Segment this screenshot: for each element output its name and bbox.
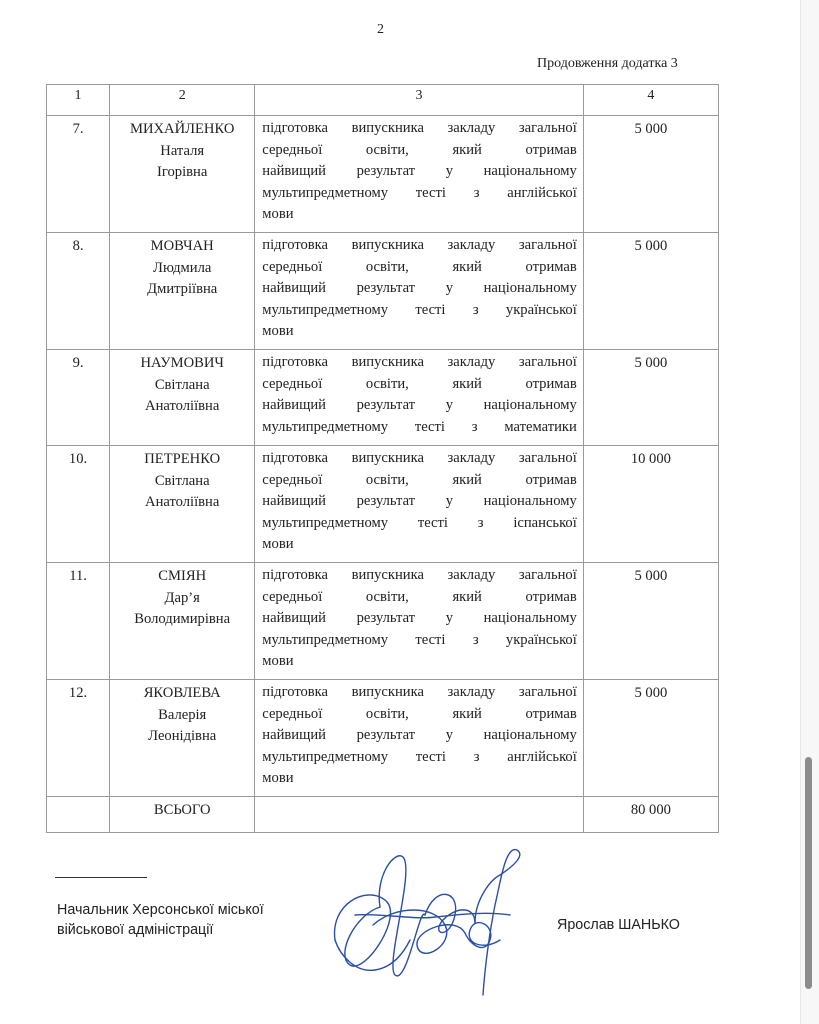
grant-description <box>255 116 583 233</box>
grant-description <box>255 563 583 680</box>
description-line: підготовка випускника закладу загальної <box>262 567 577 583</box>
description-line: середньої освіти, який отримав <box>262 705 577 722</box>
row-index: 8. <box>47 233 110 350</box>
description-line: середньої освіти, який отримав <box>262 588 577 605</box>
row-index: 7. <box>47 116 110 233</box>
description-line: мультипредметному тесті з іспанської <box>262 514 577 531</box>
description-line: мови <box>262 536 294 552</box>
description-line: середньої освіти, який отримав <box>262 258 577 275</box>
recipient-surname: МИХАЙЛЕНКО <box>129 121 235 137</box>
description-line: найвищий результат у національному <box>262 727 577 743</box>
scrollbar-thumb[interactable] <box>805 757 812 989</box>
position-line: Начальник Херсонської міської <box>57 902 264 918</box>
description-line: підготовка випускника закладу загальної <box>262 120 577 136</box>
description-line: середньої освіти, який отримав <box>262 471 577 488</box>
description-line: середньої освіти, який отримав <box>262 141 577 158</box>
grant-amount: 5 000 <box>583 563 718 680</box>
recipient-surname: НАУМОВИЧ <box>140 355 224 371</box>
grant-amount: 5 000 <box>583 116 718 233</box>
grant-description <box>255 350 583 446</box>
recipient-name <box>110 116 255 233</box>
position-line: військової адміністрації <box>57 922 214 938</box>
total-amount: 80 000 <box>583 797 718 833</box>
column-number-3: 3 <box>255 85 583 116</box>
description-line: підготовка випускника закладу загальної <box>262 354 577 370</box>
recipient-name <box>110 350 255 446</box>
recipient-name <box>110 233 255 350</box>
description-line: мови <box>262 653 294 669</box>
grant-amount: 10 000 <box>583 446 718 563</box>
recipient-surname: ПЕТРЕНКО <box>144 451 221 467</box>
recipient-patronymic: Володимирівна <box>134 611 231 627</box>
recipient-name <box>110 680 255 797</box>
recipient-surname: ЯКОВЛЕВА <box>143 685 221 701</box>
recipient-name <box>110 563 255 680</box>
official-position <box>57 900 317 940</box>
row-index: 9. <box>47 350 110 446</box>
column-number-4: 4 <box>583 85 718 116</box>
recipient-patronymic: Ігорівна <box>157 164 208 180</box>
description-line: мови <box>262 206 294 222</box>
row-index: 12. <box>47 680 110 797</box>
description-line: найвищий результат у національному <box>262 163 577 179</box>
description-line: найвищий результат у національному <box>262 610 577 626</box>
footnote-dash <box>55 877 147 878</box>
description-line: мови <box>262 323 294 339</box>
recipient-given-name: Світлана <box>154 472 210 489</box>
total-row <box>47 797 719 833</box>
recipient-given-name: Наталя <box>160 142 205 159</box>
description-line: підготовка випускника закладу загальної <box>262 684 577 700</box>
recipient-surname: СМІЯН <box>158 568 207 584</box>
table-row <box>47 446 719 563</box>
page-number: 2 <box>377 22 384 37</box>
description-line: найвищий результат у національному <box>262 397 577 413</box>
description-line: мультипредметному тесті з української <box>262 631 577 648</box>
recipient-name <box>110 446 255 563</box>
column-number-row <box>47 85 719 116</box>
total-empty-cell <box>255 797 583 833</box>
description-line: найвищий результат у національному <box>262 280 577 296</box>
grant-description <box>255 446 583 563</box>
grant-amount: 5 000 <box>583 680 718 797</box>
description-line: мови <box>262 770 294 786</box>
description-line: підготовка випускника закладу загальної <box>262 237 577 253</box>
recipient-patronymic: Анатоліївна <box>145 398 220 414</box>
appendix-title: Продовження додатка 3 <box>537 56 678 71</box>
grant-description <box>255 680 583 797</box>
recipient-given-name: Людмила <box>153 259 212 276</box>
grant-amount: 5 000 <box>583 350 718 446</box>
description-line: мультипредметному тесті з української <box>262 301 577 318</box>
recipient-given-name: Світлана <box>154 376 210 393</box>
table-row <box>47 233 719 350</box>
table-row <box>47 350 719 446</box>
description-line: мультипредметному тесті з математики <box>262 418 577 435</box>
recipient-surname: МОВЧАН <box>150 238 214 254</box>
grant-description <box>255 233 583 350</box>
description-line: мультипредметному тесті з англійської <box>262 184 577 201</box>
total-empty-cell <box>47 797 110 833</box>
signatory-name: Ярослав ШАНЬКО <box>557 917 680 933</box>
recipient-given-name: Валерія <box>158 706 207 723</box>
recipient-patronymic: Анатоліївна <box>145 494 220 510</box>
row-index: 10. <box>47 446 110 563</box>
description-line: найвищий результат у національному <box>262 493 577 509</box>
recipient-given-name: Дар’я <box>164 589 200 606</box>
row-index: 11. <box>47 563 110 680</box>
grants-table <box>46 84 719 833</box>
column-number-1: 1 <box>47 85 110 116</box>
grant-amount: 5 000 <box>583 233 718 350</box>
table-row <box>47 563 719 680</box>
table-row <box>47 116 719 233</box>
handwritten-signature <box>325 845 530 1010</box>
column-number-2: 2 <box>110 85 255 116</box>
description-line: середньої освіти, який отримав <box>262 375 577 392</box>
recipient-patronymic: Леонідівна <box>148 728 217 744</box>
recipient-patronymic: Дмитріївна <box>147 281 218 297</box>
table-row <box>47 680 719 797</box>
total-label: ВСЬОГО <box>110 797 255 833</box>
description-line: мультипредметному тесті з англійської <box>262 748 577 765</box>
description-line: підготовка випускника закладу загальної <box>262 450 577 466</box>
